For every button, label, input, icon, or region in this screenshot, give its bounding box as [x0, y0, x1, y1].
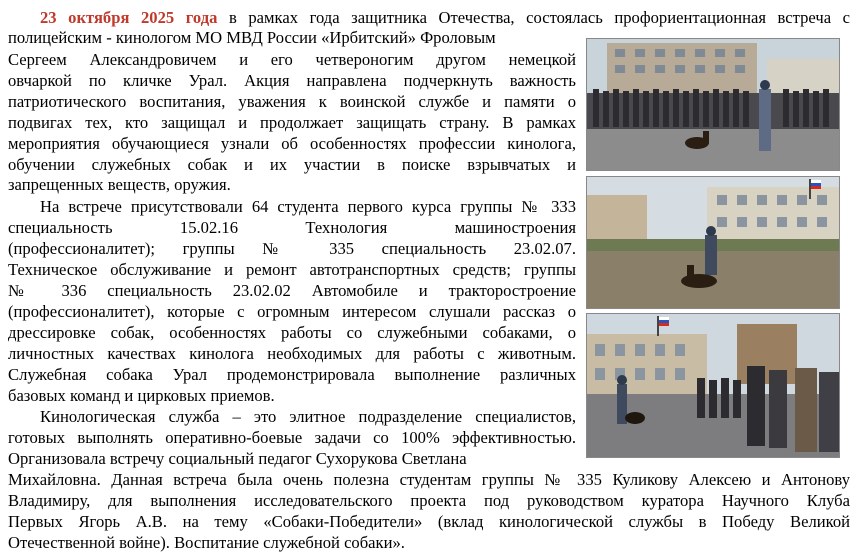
photo-dog-training: [586, 176, 840, 309]
article-line-8: обучении служебных собак и их участии в поиске взрывчатых и: [8, 155, 576, 174]
article-line-26: Отечественной войне). Воспитание служебной собаки».: [8, 533, 405, 552]
article-line-7: мероприятия обучающиеся узнали об особенностях профессии кинолога,: [8, 134, 576, 153]
article-line-24: Владимиру, для выполнения исследовательского проекта под руководством куратора Научного Клуба: [8, 491, 850, 510]
article-line-15: (профессионалитет), которые с огромным интересом слушали рассказ о: [8, 302, 576, 321]
article-line-21: готовых выполнять оперативно-боевые задачи со 100% эффективностью.: [8, 428, 576, 447]
article-line-14: № 336 специальность 23.02.02 Автомобиле и тракторостроение: [8, 281, 576, 300]
article-line-20: Кинологическая служба – это элитное подразделение специалистов,: [40, 407, 576, 426]
article-line-4: овчаркой по кличке Урал. Акция направлена подчеркнуть важность: [8, 71, 576, 90]
photo-students-with-dog-handler: [586, 38, 840, 171]
article-line-16: дрессировке собак, особенностях работы со служебными собаками, о: [8, 323, 576, 342]
photo-demonstration-audience: [586, 313, 840, 458]
article-line-25: Первых Ягорь А.В. на тему «Собаки-Победители» (вклад кинологической службы в Победу Великой: [8, 512, 850, 531]
article-line-19: базовых команд и цирковых приемов.: [8, 386, 275, 405]
article-line-22: Организовала встречу социальный педагог Сухорукова Светлана: [8, 449, 467, 468]
article-line-13: Техническое обслуживание и ремонт автотранспортных средств; группы: [8, 260, 576, 279]
article-line-2: полицейским - кинологом МО МВД России «Ирбитский» Фроловым: [8, 28, 496, 47]
article-line-9: запрещенных веществ, оружия.: [8, 175, 231, 194]
article-line-18: Служебная собака Урал продемонстрировала выполнение различных: [8, 365, 576, 384]
article-date: 23 октября 2025 года: [40, 8, 218, 27]
article-line-5: патриотического воспитания, уважения к воинской службе и памяти о: [8, 92, 576, 111]
article-line-10: На встрече присутствовали 64 студента первого курса группы № 333: [40, 197, 576, 216]
article-line-23: Михайловна. Данная встреча была очень полезна студентам группы № 335 Куликову Алексею и Антонову: [8, 470, 850, 489]
article-line-17: личностных качествах кинолога необходимых для работы с животным.: [8, 344, 576, 363]
article-line-12: (профессионалитет); группы № 335 специальность 23.02.07.: [8, 239, 576, 258]
article-line-6: подвигах тех, кто защищал и продолжает защищать страну. В рамках: [8, 113, 576, 132]
article-line-11: специальность 15.02.16 Технология машиностроения: [8, 218, 576, 237]
article-line-1: 23 октября 2025 года в рамках года защитника Отечества, состоялась профориентационная встреча с: [40, 8, 850, 27]
article-line-3: Сергеем Александровичем и его четвероногим другом немецкой: [8, 50, 576, 69]
